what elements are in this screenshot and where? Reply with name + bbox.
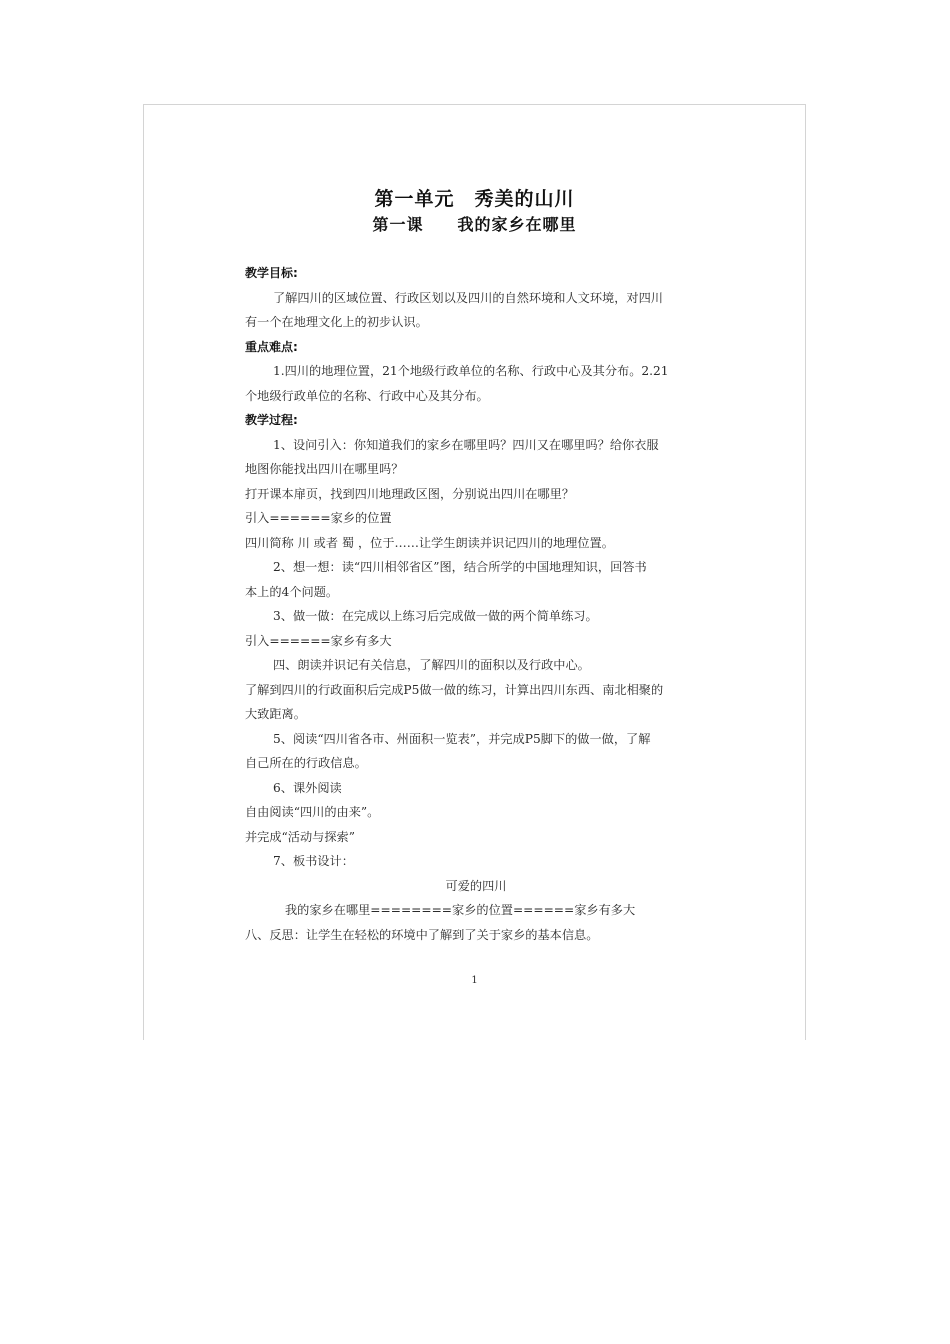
process-step-line: 引入======家乡有多大	[245, 633, 392, 648]
process-heading: 教学过程:	[245, 413, 298, 427]
key-points-line: 个地级行政单位的名称、行政中心及其分布。	[245, 388, 489, 403]
process-step-line: 四、朗读并识记有关信息，了解四川的面积以及行政中心。	[273, 658, 590, 672]
page-number: 1	[471, 975, 478, 986]
process-step-line: 自由阅读“四川的由来”。	[245, 805, 380, 819]
process-step-line: 大致距离。	[245, 707, 306, 721]
lesson-content	[245, 261, 707, 947]
process-step-line: 自己所在的行政信息。	[245, 756, 367, 770]
process-step-line: 四川简称 川 或者 蜀 ，位于……让学生朗读并识记四川的地理位置。	[245, 535, 614, 550]
board-design-title: 可爱的四川	[445, 878, 507, 893]
goal-text-line: 了解四川的区域位置、行政区划以及四川的自然环境和人文环境，对四川	[273, 290, 663, 305]
process-step-line: 2、想一想：读“四川相邻省区”图，结合所学的中国地理知识，回答书	[273, 560, 647, 574]
title-block	[144, 186, 805, 238]
process-step-line: 3、做一做：在完成以上练习后完成做一做的两个简单练习。	[273, 609, 598, 623]
process-step-line: 地图你能找出四川在哪里吗？	[245, 462, 404, 476]
process-step-line: 并完成“活动与探索”	[245, 829, 355, 844]
process-step-line: 本上的4个问题。	[245, 584, 339, 599]
goal-text-line: 有一个在地理文化上的初步认识。	[245, 315, 428, 329]
lesson-title: 第一课 我的家乡在哪里	[372, 215, 577, 234]
process-step-line: 6、课外阅读	[273, 780, 342, 795]
process-step-line: 7、板书设计：	[273, 854, 354, 868]
process-step-line: 打开课本扉页，找到四川地理政区图，分别说出四川在哪里？	[245, 486, 575, 501]
process-step-line: 了解到四川的行政面积后完成P5做一做的练习，计算出四川东西、南北相聚的	[245, 682, 664, 697]
document-page	[143, 104, 806, 1040]
board-design-line: 我的家乡在哪里========家乡的位置======家乡有多大	[285, 903, 636, 917]
process-step-line: 1、设问引入：你知道我们的家乡在哪里吗？四川又在哪里吗？给你衣服	[273, 437, 659, 452]
process-step-line: 引入======家乡的位置	[245, 511, 392, 525]
key-points-line: 1.四川的地理位置，21个地级行政单位的名称、行政中心及其分布。2.21	[273, 364, 669, 378]
unit-title: 第一单元 秀美的山川	[374, 188, 575, 210]
goal-heading: 教学目标:	[245, 266, 298, 280]
process-step-line: 5、阅读“四川省各市、州面积一览表”，并完成P5脚下的做一做，了解	[273, 731, 651, 746]
key-points-heading: 重点难点:	[245, 339, 298, 354]
reflection-line: 八、反思：让学生在轻松的环境中了解到了关于家乡的基本信息。	[245, 927, 599, 942]
